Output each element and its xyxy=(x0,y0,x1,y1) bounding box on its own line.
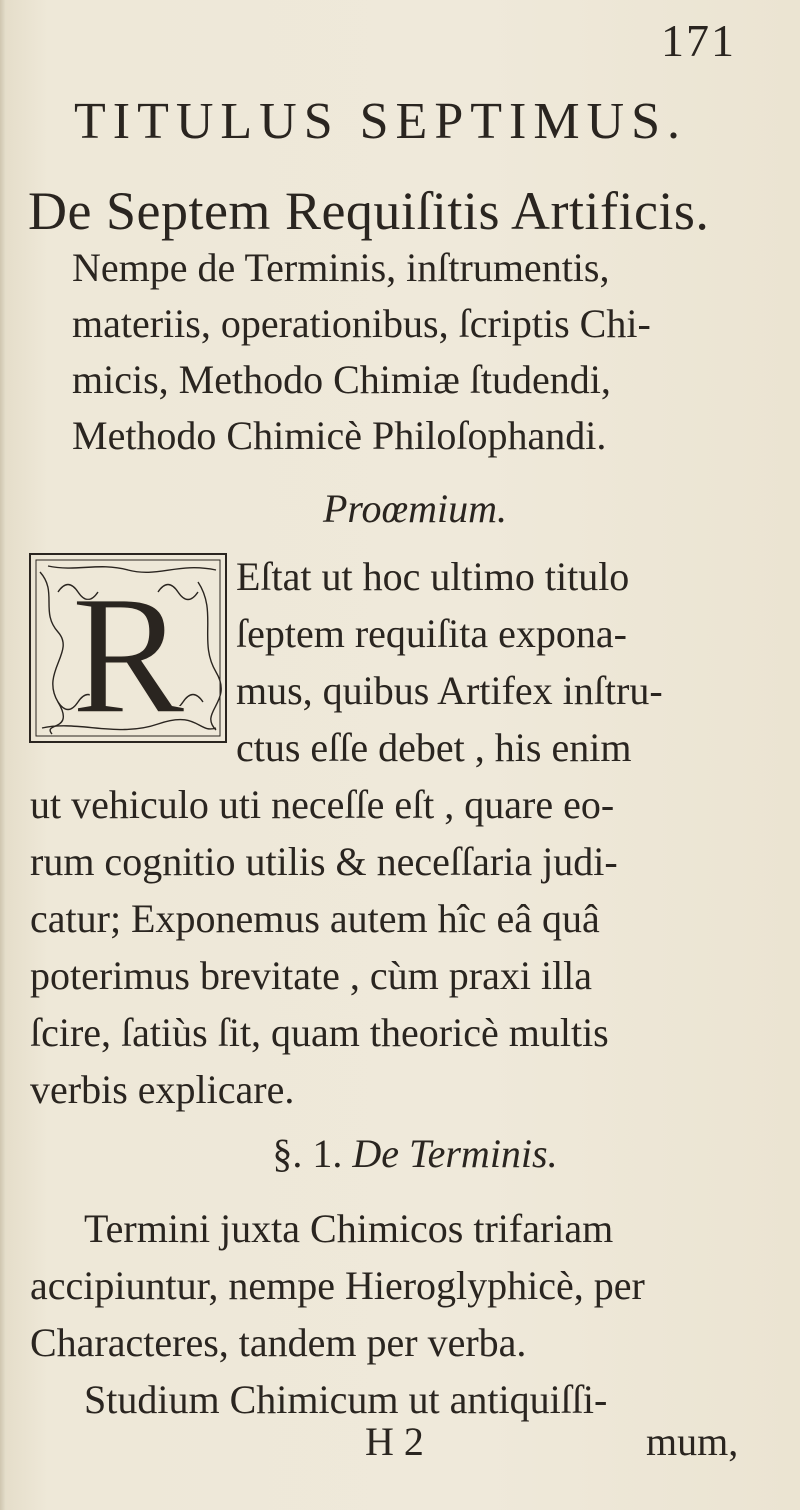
text-line: Termini juxta Chimicos trifariam xyxy=(84,1206,614,1251)
section-paragraph xyxy=(30,1200,772,1428)
chapter-title: TITULUS SEPTIMUS. xyxy=(74,93,688,150)
paragraph-continued xyxy=(30,776,772,1118)
text-line: Characteres, tandem per verba. xyxy=(30,1320,527,1365)
page-number: 171 xyxy=(661,15,736,66)
section-title: De Terminis. xyxy=(352,1131,558,1176)
printer-signature: H 2 xyxy=(365,1419,424,1464)
catchword: mum, xyxy=(646,1419,739,1464)
text-line: verbis explicare. xyxy=(30,1067,295,1112)
text-line: ſeptem requiſita expona- xyxy=(236,611,627,656)
summary-line: Methodo Chimicè Philoſophandi. xyxy=(72,413,607,458)
page-gutter-shadow xyxy=(0,0,6,1510)
text-line: ctus eſſe debet , his enim xyxy=(236,725,632,770)
summary-line: micis, Methodo Chimiæ ſtudendi, xyxy=(72,357,611,402)
text-line: Eſtat ut hoc ultimo titulo xyxy=(236,554,630,599)
section-number: §. 1. xyxy=(272,1131,343,1176)
summary-line: materiis, operationibus, ſcriptis Chi- xyxy=(72,301,651,346)
text-line: Studium Chimicum ut antiquiſſi- xyxy=(84,1377,608,1422)
text-line: catur; Exponemus autem hîc eâ quâ xyxy=(30,896,600,941)
chapter-summary xyxy=(72,240,772,464)
paragraph-beside-initial xyxy=(236,548,772,776)
section-heading xyxy=(0,1130,800,1177)
text-line: mus, quibus Artifex inſtru- xyxy=(236,668,663,713)
summary-line: Nempe de Terminis, inſtrumentis, xyxy=(72,245,610,290)
chapter-subtitle: De Septem Requiſitis Artificis. xyxy=(28,181,710,241)
text-line: ut vehiculo uti neceſſe eſt , quare eo- xyxy=(30,782,615,827)
text-line: rum cognitio utilis & neceſſaria judi- xyxy=(30,839,618,884)
initial-letter: R xyxy=(71,561,185,744)
text-line: ſcire, ſatiùs ſit, quam theoricè multis xyxy=(30,1010,609,1055)
decorated-initial-r-icon xyxy=(28,552,228,744)
proemium-heading: Proœmium. xyxy=(322,486,508,531)
text-line: accipiuntur, nempe Hieroglyphicè, per xyxy=(30,1263,645,1308)
text-line: poterimus brevitate , cùm praxi illa xyxy=(30,953,593,998)
